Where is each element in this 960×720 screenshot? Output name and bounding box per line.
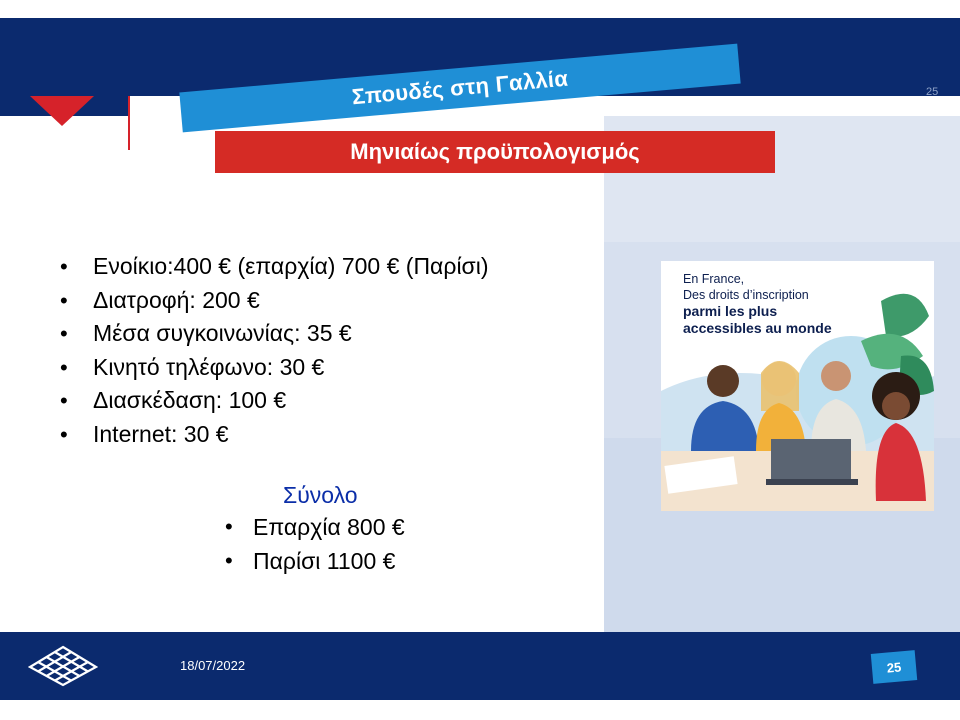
list-item: • Διατροφή: 200 €	[60, 284, 489, 318]
list-item: • Ενοίκιο:400 € (επαρχία) 700 € (Παρίσι)	[60, 250, 489, 284]
list-item: • Παρίσι 1100 €	[225, 544, 405, 578]
budget-list	[60, 250, 489, 451]
ad-line-bold: parmi les plus	[683, 303, 778, 319]
total-list	[225, 510, 405, 578]
list-item: • Κινητό τηλέφωνο: 30 €	[60, 351, 489, 385]
subtitle-box	[215, 131, 775, 173]
list-item: • Μέσα συγκοινωνίας: 35 €	[60, 317, 489, 351]
ad-line: En France,	[683, 272, 745, 286]
ad-line-bold: accessibles au monde	[683, 320, 832, 336]
red-chevron-decoration	[30, 96, 94, 126]
page-title: Σπουδές στη Γαλλία	[350, 65, 570, 110]
list-item: • Διασκέδαση: 100 €	[60, 384, 489, 418]
footer-date: 18/07/2022	[180, 658, 246, 673]
bottom-white-margin	[0, 700, 960, 720]
slide-number-top: 25	[926, 86, 939, 98]
campus-france-ad-image	[661, 261, 934, 511]
lattice-logo-icon	[28, 645, 98, 687]
ad-caption	[683, 271, 832, 337]
subtitle: Μηνιαίως προϋπολογισμός	[350, 139, 640, 164]
list-item: • Επαρχία 800 €	[225, 510, 405, 544]
top-white-margin	[0, 0, 960, 18]
total-title: Σύνολο	[283, 482, 358, 508]
page-number-badge	[871, 650, 917, 684]
red-line-decoration	[128, 96, 130, 150]
list-item: • Internet: 30 €	[60, 418, 489, 452]
ad-line: Des droits d’inscription	[683, 288, 809, 302]
page-number: 25	[886, 658, 902, 676]
footer-bar	[0, 632, 960, 700]
